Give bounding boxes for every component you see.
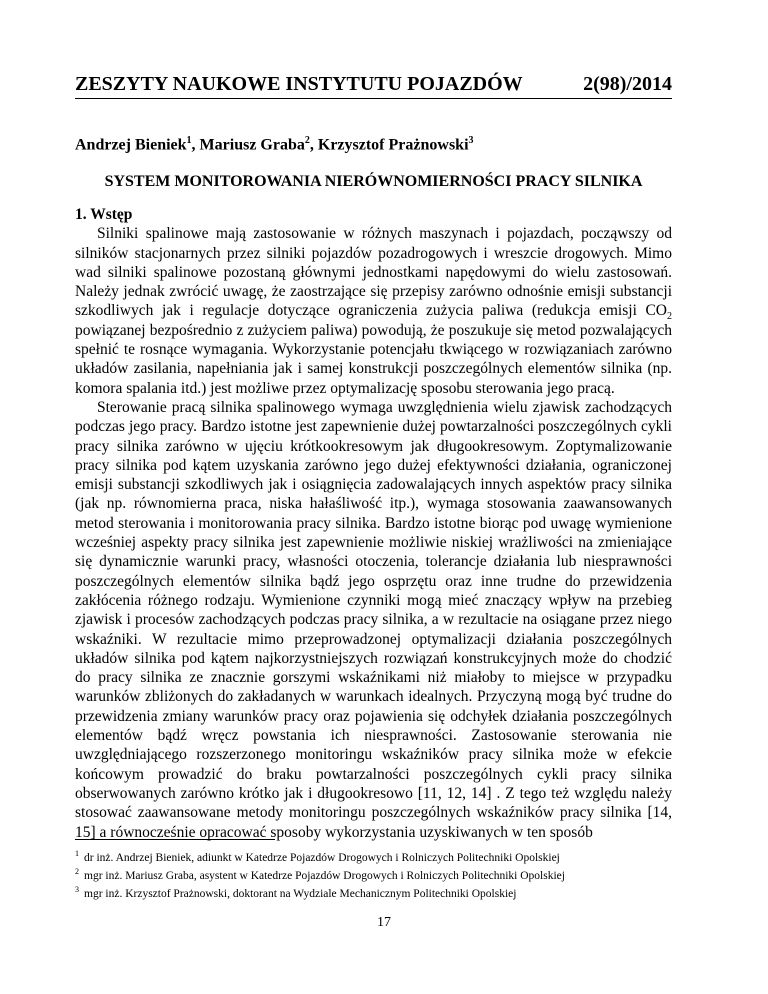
footnote-number: 1 — [75, 849, 79, 858]
journal-issue: 2(98)/2014 — [583, 73, 672, 95]
author-name: Mariusz Graba — [199, 136, 305, 154]
paragraph — [75, 224, 672, 398]
paragraph: Sterowanie pracą silnika spalinowego wymaga uwzględnienia wielu zjawisk zachodzących podczas jego pracy. Bardzo istotne jest zapewnienie dużej powtarzalności poszczególnych cykli pracy silnika zarówno w ujęciu krótkookresowym jak długookresowym. Zoptymalizowanie pracy silnika pod kątem uzyskania zarówno jego dużej efektywności działania, ograniczonej emisji substancji szkodliwych jak i osiągnięcia zadowalających innych aspektów pracy silnika (jak np. równomierna praca, niska hałaśliwość itp.), wymaga stosowania zaawansowanych metod sterowania i monitorowania pracy silnika. Bardzo istotne biorąc pod uwagę wymienione wcześniej aspekty pracy silnika jest zapewnienie możliwie niskiej wrażliwości na zmieniające się dynamicznie warunki pracy, własności otoczenia, tolerancje działania lub niesprawności poszczególnych elementów silnika bądź jego osprzętu oraz inne trudne do przewidzenia zakłócenia różnego rodzaju. Wymienione czynniki mogą mieć znaczący wpływ na przebieg zjawisk i procesów zachodzących podczas pracy silnika, a w rezultacie na osiągane przez niego wskaźniki. W rezultacie mimo przeprowadzonej optymalizacji działania poszczególnych układów silnika pod kątem najkorzystniejszych rozwiązań konstrukcyjnych może do chodzić do pracy silnika ze znacznie gorszymi wskaźnikami niż miałoby to miejsce w przypadku warunków zbliżonych do zakładanych w warunkach idealnych. Przyczyną mogą być trudne do przewidzenia zmiany warunków pracy oraz pojawienia się odchyłek działania poszczególnych elementów bądź wręcz powstania ich niesprawności. Zastosowanie sterowania nie uwzględniającego rozszerzonego monitoringu wskaźników pracy silnika może w efekcie końcowym prowadzić do braku powtarzalności poszczególnych cykli pracy silnika obserwowanych zarówno krótko jak i długookresowo [11, 12, 14] . Z tego też względu należy stosować zaawansowane metody monitoringu poszczególnych wskaźników pracy silnika [14, 15] a równocześnie opracować sposoby wykorzystania uzyskiwanych w ten sposób — [75, 398, 672, 841]
footnote-divider — [75, 839, 275, 840]
article-body — [75, 205, 672, 842]
footnote-text: dr inż. Andrzej Bieniek, adiunkt w Katedrze Pojazdów Drogowych i Rolniczych Politechniki Opolskiej — [84, 851, 560, 864]
paragraph-text: Silniki spalinowe mają zastosowanie w różnych maszynach i pojazdach, począwszy od silników stacjonarnych przez silniki pojazdów pozadrogowych i wreszcie drogowych. Mimo wad silniki spalinowe pozostaną głównymi jednostkami napędowymi do wielu zastosowań. Należy jednak zwrócić uwagę, że zaostrzające się przepisy zarówno odnośnie emisji substancji szkodliwych jak i regulacje dotyczące ograniczenia zużycia paliwa (redukcja emisji CO — [75, 225, 672, 320]
journal-title: ZESZYTY NAUKOWE INSTYTUTU POJAZDÓW — [75, 73, 523, 95]
paper-title: SYSTEM MONITOROWANIA NIERÓWNOMIERNOŚCI PRACY SILNIKA — [104, 173, 643, 190]
author-name: Krzysztof Prażnowski — [317, 136, 469, 154]
author-separator: , — [309, 136, 318, 154]
paragraph-text: powiązanej bezpośrednio z zużyciem paliwa) powodują, że poszukuje się metod pozwalających spełnić te rosnące wymagania. Wykorzystanie potencjału tkwiącego w rozwiązaniach zarówno układów zasilania, napełniania jak i samej konstrukcji poszczególnych elementów silnika (np. komora spalania itd.) jest możliwe przez optymalizację sposobu sterowania jego pracą. — [75, 321, 672, 397]
footnote-text: mgr inż. Krzysztof Prażnowski, doktorant na Wydziale Mechanicznym Politechniki Opolskiej — [84, 887, 517, 900]
footnote-marker: 3 — [468, 135, 474, 146]
author-name: Andrzej Bieniek — [75, 136, 187, 154]
footnote — [75, 883, 695, 901]
footnote-number: 2 — [75, 866, 79, 876]
footnote-number: 3 — [75, 884, 79, 894]
subscript: 2 — [667, 311, 672, 323]
footnote-text: mgr inż. Mariusz Graba, asystent w Katedrze Pojazdów Drogowych i Rolniczych Politechniki Opolskiej — [84, 869, 565, 882]
footnote — [75, 847, 695, 865]
journal-header — [75, 72, 672, 99]
page-number: 17 — [377, 915, 391, 930]
footnote — [75, 865, 695, 883]
author-list — [75, 135, 675, 154]
footnote-marker: 2 — [304, 135, 310, 146]
author-separator: , — [191, 136, 200, 154]
footnotes — [75, 847, 695, 900]
footnote-marker: 1 — [186, 135, 192, 146]
section-heading: 1. Wstęp — [75, 206, 133, 223]
